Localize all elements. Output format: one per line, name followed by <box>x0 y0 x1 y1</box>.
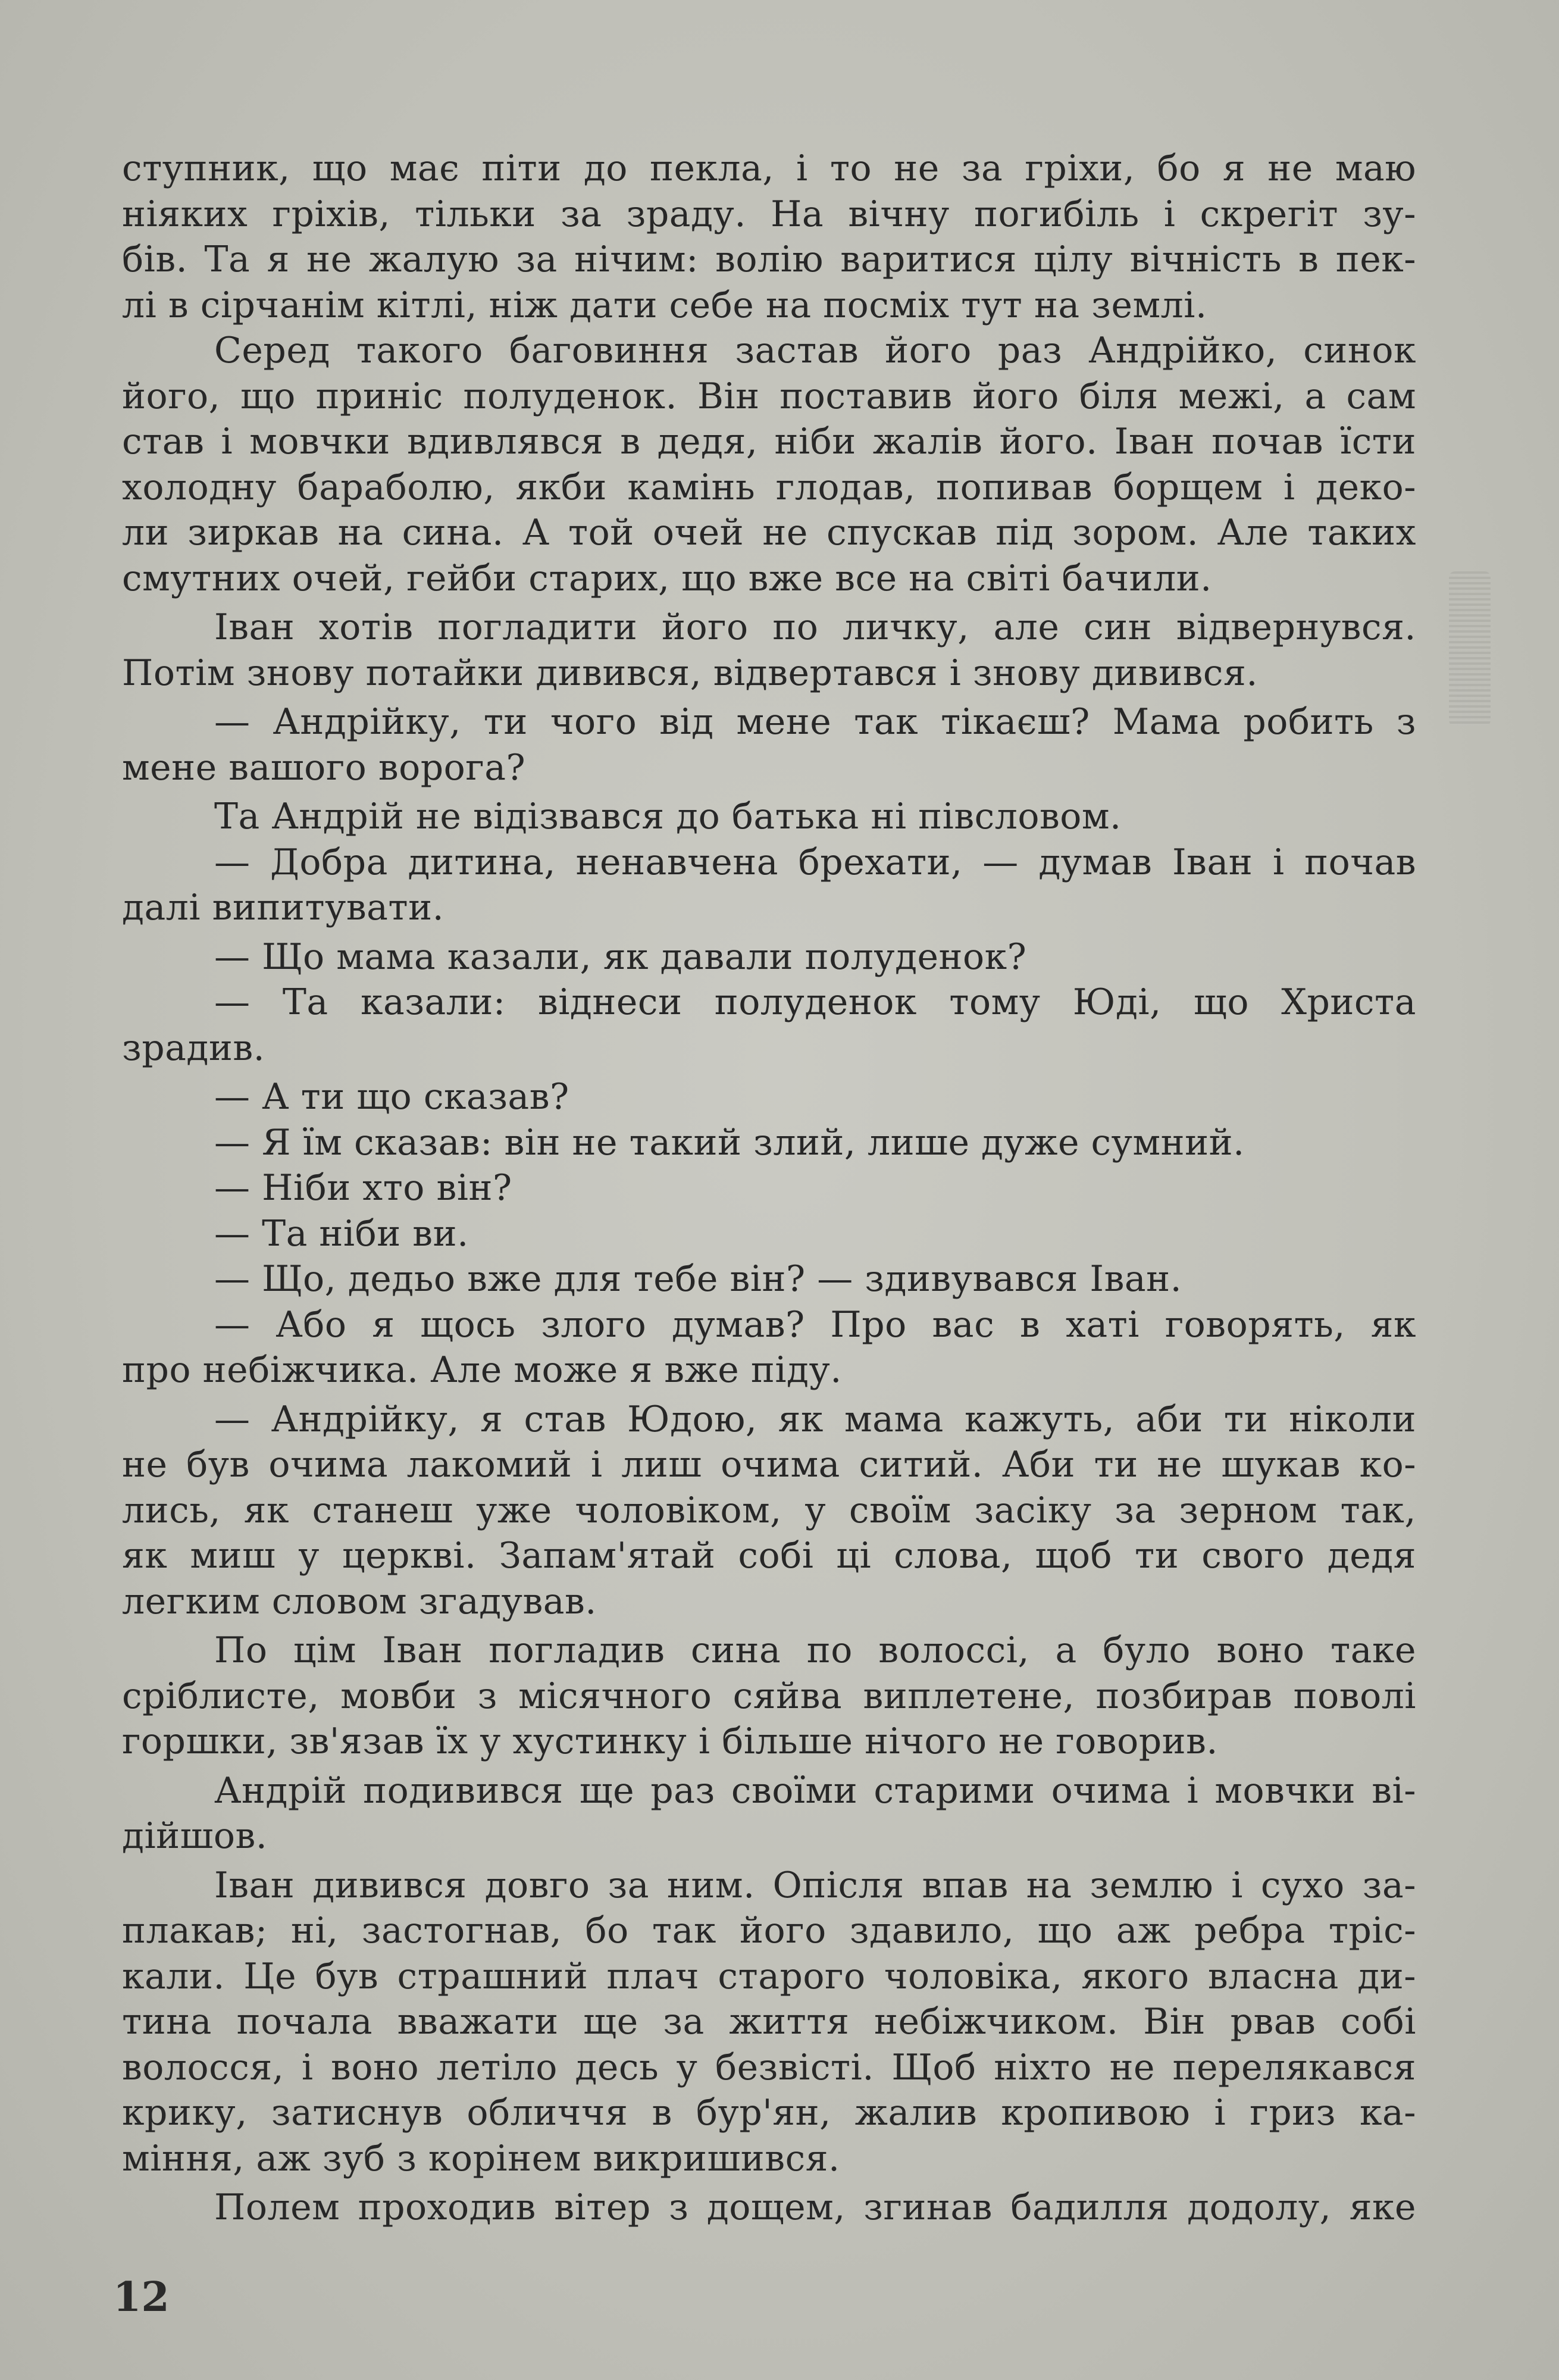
text-line: По цім Іван погладив сина по волоссі, а було воно таке <box>214 1630 1416 1671</box>
text-line: смутних очей, гейби старих, що вже все на світі бачили. <box>122 557 1212 599</box>
text-line: легким словом згадував. <box>122 1580 597 1622</box>
text-line: холодну бараболю, якби камінь глодав, попивав борщем і деко- <box>122 466 1416 508</box>
text-line: — Андрійку, ти чого від мене так тікаєш? Мама робить з <box>214 701 1416 743</box>
text-line: горшки, зв'язав їх у хустинку і більше нічого не говорив. <box>122 1721 1218 1762</box>
text-line: сріблисте, мовби з місячного сяйва виплетене, позбирав поволі <box>122 1675 1416 1717</box>
page-text-block <box>122 146 1416 2231</box>
text-line: лись, як станеш уже чоловіком, у своїм засіку за зерном так, <box>122 1489 1416 1531</box>
text-line: Іван хотів погладити його по личку, але син відвернувся. <box>214 606 1416 648</box>
text-line: — Що мама казали, як давали полуденок? <box>214 936 1027 978</box>
text-line: плакав; ні, застогнав, бо так його здавило, що аж ребра тріс- <box>122 1910 1416 1951</box>
text-line: далі випитувати. <box>122 887 444 928</box>
text-line: Андрій подивився ще раз своїми старими очима і мовчки ві- <box>214 1769 1416 1812</box>
text-line: тина почала вважати ще за життя небіжчиком. Він рвав собі <box>122 2001 1416 2043</box>
text-line: ступник, що має піти до пекла, і то не за гріхи, бо я не маю <box>122 148 1416 189</box>
text-line: Іван дивився довго за ним. Опісля впав на землю і сухо за- <box>214 1864 1416 1906</box>
text-line: волосся, і воно летіло десь у безвісті. Щоб ніхто не перелякався <box>122 2046 1416 2088</box>
text-line: — Що, дедьо вже для тебе він? — здивувався Іван. <box>214 1258 1182 1300</box>
text-line: — Я їм сказав: він не такий злий, лише дуже сумний. <box>214 1121 1245 1164</box>
text-line: мене вашого ворога? <box>122 746 526 789</box>
text-line: ли зиркав на сина. А той очей не спускав під зором. Але таких <box>122 512 1416 553</box>
text-line: його, що приніс полуденок. Він поставив його біля межі, а сам <box>122 375 1416 417</box>
text-line: — Та казали: віднеси полуденок тому Юді, що Христа <box>214 981 1416 1023</box>
page-number: 12 <box>113 2273 170 2321</box>
text-line: про небіжчика. Але може я вже піду. <box>122 1349 842 1391</box>
text-line: став і мовчки вдивлявся в дедя, ніби жалів його. Іван почав їсти <box>122 421 1416 462</box>
text-line: Полем проходив вітер з дощем, згинав бадилля додолу, яке <box>214 2187 1416 2228</box>
text-line: ніяких гріхів, тільки за зраду. На вічну погибіль і скрегіт зу- <box>122 193 1416 235</box>
text-line: міння, аж зуб з корінем викришився. <box>122 2137 840 2179</box>
text-line: — А ти що сказав? <box>214 1076 569 1118</box>
text-line: Потім знову потайки дивився, відвертався і знову дивився. <box>122 652 1258 694</box>
text-line: крику, затиснув обличчя в бур'ян, жалив кропивою і гриз ка- <box>122 2092 1416 2134</box>
text-line: — Ніби хто він? <box>214 1167 512 1209</box>
text-line: лі в сірчанім кітлі, ніж дати себе на посміх тут на землі. <box>122 284 1207 326</box>
text-line: кали. Це був страшний плач старого чоловіка, якого власна ди- <box>122 1955 1416 1997</box>
text-line: зрадив. <box>122 1027 265 1069</box>
text-line: — Добра дитина, ненавчена брехати, — думав Іван і почав <box>214 841 1416 883</box>
text-line: — Або я щось злого думав? Про вас в хаті говорять, як <box>214 1303 1416 1346</box>
text-line: дійшов. <box>122 1815 268 1857</box>
text-line: Та Андрій не відізвався до батька ні півсловом. <box>214 796 1122 837</box>
text-line: не був очима лакомий і лиш очима ситий. Аби ти не шукав ко- <box>122 1444 1416 1485</box>
text-line: бів. Та я не жалую за нічим: волію варитися цілу вічність в пек- <box>122 239 1416 280</box>
text-line: — Та ніби ви. <box>214 1212 469 1255</box>
text-line: як миш у церкві. Запам'ятай собі ці слова, щоб ти свого дедя <box>122 1535 1416 1577</box>
text-line: — Андрійку, я став Юдою, як мама кажуть, аби ти ніколи <box>214 1398 1416 1440</box>
text-line: Серед такого баговиння застав його раз Андрійко, синок <box>214 330 1416 371</box>
edge-stain <box>1449 571 1491 726</box>
